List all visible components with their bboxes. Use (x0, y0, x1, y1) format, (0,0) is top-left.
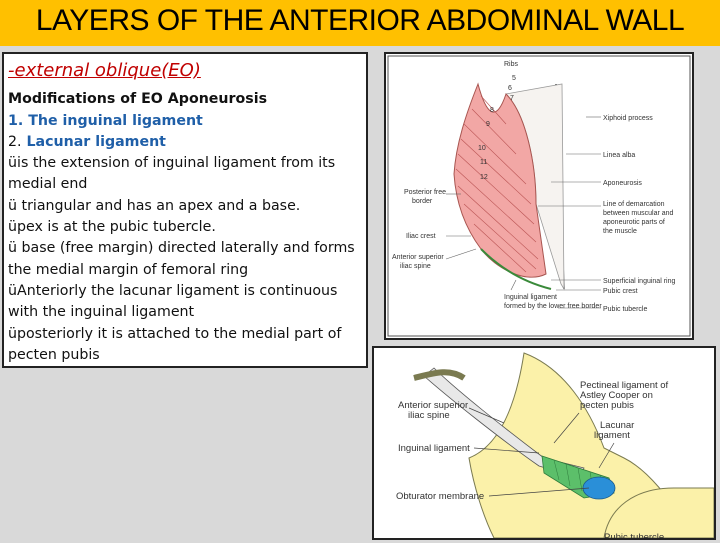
pectineal-label-2: Astley Cooper on (580, 390, 653, 401)
bullet-text: pex is at the pubic tubercle. (17, 219, 216, 236)
asis-label-1: Anterior superior (392, 254, 444, 261)
posterior-free-label-1: Posterior free (404, 189, 447, 196)
figure-external-oblique (384, 52, 694, 340)
inguinal-ligament-label-2: formed by the lower free border (504, 303, 602, 310)
bullet-5 (8, 281, 362, 324)
asis-label-1: Anterior superior (398, 400, 469, 411)
slide-title: LAYERS OF THE ANTERIOR ABDOMINAL WALL (35, 4, 685, 37)
list-item-1: 1. The inguinal ligament (8, 112, 203, 129)
pubic-tubercle-label: Pubic tubercle (604, 532, 665, 538)
heading-text: external oblique(EO) (14, 60, 201, 81)
rib-8-label: 8 (490, 107, 494, 114)
lacunar-label-2: ligament (594, 430, 630, 441)
lacunar-ligament-illustration (374, 348, 714, 538)
external-oblique-illustration (386, 54, 692, 338)
demarcation-label-4: the muscle (603, 228, 637, 235)
checkmark-icon: ü (8, 325, 17, 342)
bullet-text: triangular and has an apex and a base. (17, 197, 301, 214)
lacunar-label-1: Lacunar (600, 420, 635, 431)
bullet-3 (8, 217, 362, 238)
bullet-text: is the extension of inguinal ligament from its medial end (8, 155, 336, 193)
linea-alba-label: Linea alba (603, 152, 636, 159)
bullet-6 (8, 324, 362, 367)
asis-label-2: iliac spine (408, 410, 450, 421)
rib-5-label: 5 (512, 75, 516, 82)
pectineal-label-3: pecten pubis (580, 400, 634, 411)
pubic-crest-label: Pubic crest (603, 288, 638, 295)
checkmark-icon: ü (8, 155, 17, 172)
bullet-text: base (free margin) directed laterally and forms the medial margin of femoral ring (8, 240, 355, 278)
text-panel (2, 52, 368, 368)
posterior-free-label-2: border (412, 198, 433, 205)
rib-11-label: 11 (480, 159, 488, 166)
inguinal-ligament-label-1: Inguinal ligament (504, 294, 557, 301)
asis-label-2: iliac spine (400, 263, 431, 270)
xiphoid-label: Xiphoid process (603, 115, 653, 122)
checkmark-icon: ü (8, 240, 17, 257)
section-heading (8, 60, 362, 81)
bullet-4 (8, 238, 362, 281)
rib-7-label: 7 (510, 95, 514, 102)
bullet-1 (8, 153, 362, 196)
aponeurosis-label: Aponeurosis (603, 180, 642, 187)
rib-6-label: 6 (508, 85, 512, 92)
demarcation-label-2: between muscular and (603, 210, 674, 217)
inguinal-ligament-label: Inguinal ligament (398, 443, 470, 454)
list-item-2-number: 2. (8, 133, 22, 150)
demarcation-label-3: aponeurotic parts of (603, 219, 665, 226)
bullet-2 (8, 196, 362, 217)
pectineal-label-1: Pectineal ligament of (580, 380, 669, 391)
list-item-2 (8, 132, 362, 153)
subtitle: Modifications of EO Aponeurosis (8, 91, 268, 108)
bullet-text: Anteriorly the lacunar ligament is continuous with the inguinal ligament (8, 282, 338, 321)
rib-10-label: 10 (478, 145, 486, 152)
checkmark-icon: ü (8, 197, 17, 214)
list-item-2-label: Lacunar ligament (21, 133, 166, 150)
pubic-tubercle-label: Pubic tubercle (603, 306, 648, 313)
superficial-ring-label: Superficial inguinal ring (603, 278, 676, 285)
demarcation-label-1: Line of demarcation (603, 201, 665, 208)
figure-lacunar-ligament (372, 346, 716, 540)
rib-12-label: 12 (480, 174, 488, 181)
bullet-text: posteriorly it is attached to the medial part of pecten pubis (8, 325, 342, 363)
iliac-crest-label: Iliac crest (406, 233, 436, 240)
rib-9-label: 9 (486, 121, 490, 128)
obturator-label: Obturator membrane (396, 491, 485, 502)
checkmark-icon: ü (8, 219, 17, 236)
checkmark-icon: ü (8, 282, 17, 299)
ribs-label: Ribs (504, 61, 519, 68)
heading-prefix: - (8, 60, 15, 81)
